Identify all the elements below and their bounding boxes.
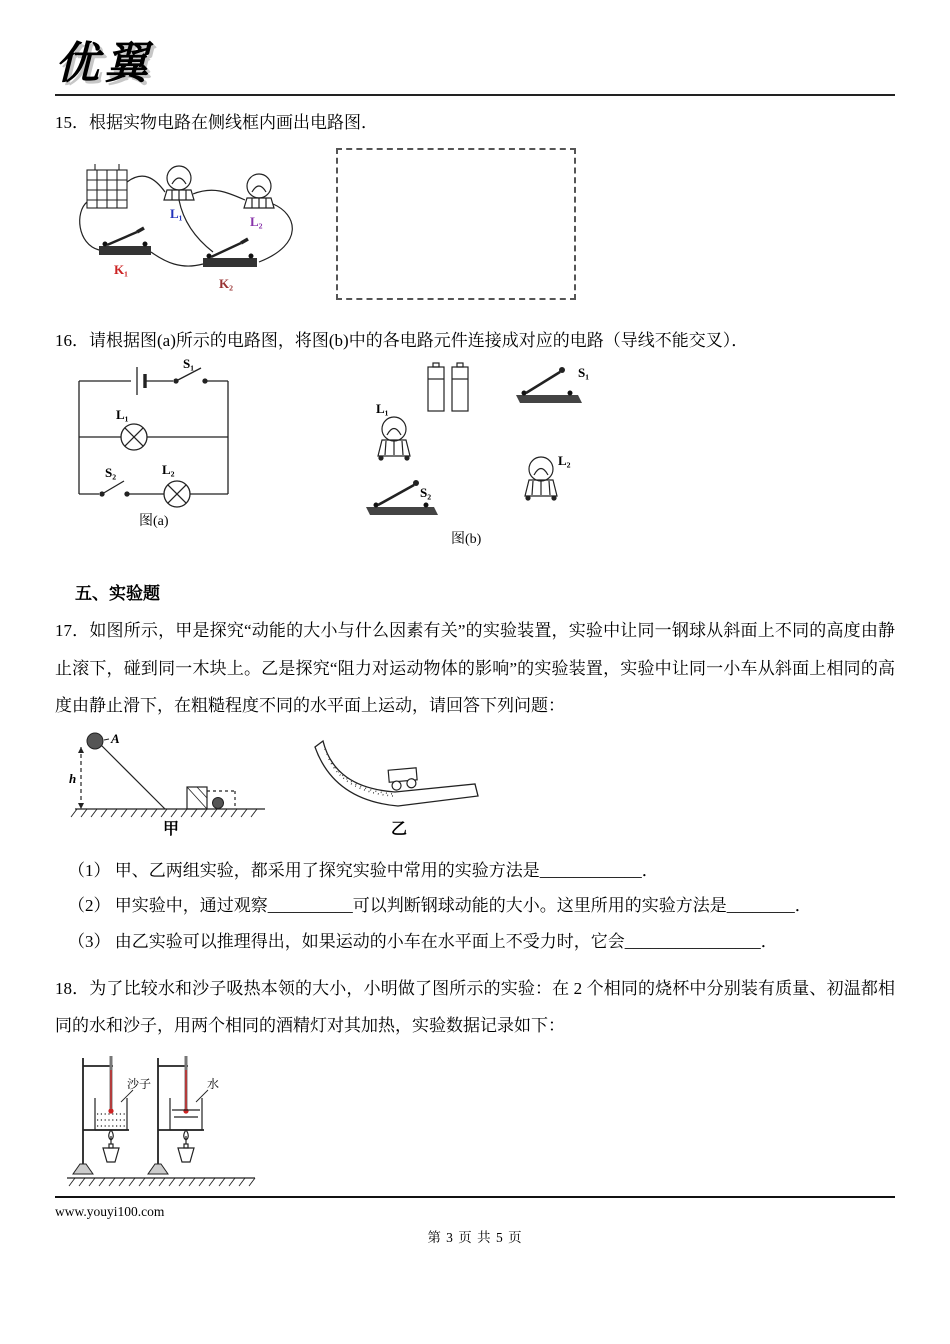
- q16b-label-s1: S₁: [578, 365, 590, 381]
- q17jia-label-h: h: [69, 770, 77, 786]
- question-18: [55, 970, 895, 1194]
- q17yi-cart-icon: [388, 767, 418, 790]
- question-17-figures: [65, 729, 895, 837]
- q15-label-k1: K₁: [114, 261, 129, 277]
- q16a-label-s2: S₂: [105, 465, 117, 481]
- q18-label-sand: 沙子: [127, 1077, 152, 1092]
- question-17-subparts: [55, 853, 895, 960]
- q17jia-label-a: A: [111, 730, 120, 746]
- q15-answer-box: [336, 148, 576, 300]
- q16a-label-l1: L₁: [116, 407, 129, 423]
- question-15-text: 15．根据实物电路在侧线框内画出电路图．: [55, 113, 378, 133]
- q16a-caption: 图(a): [139, 514, 169, 530]
- q17-figure-yi: [303, 729, 488, 837]
- page-header: [55, 40, 895, 96]
- question-17-part-2: （2） 甲实验中，通过观察__________可以判断钢球动能的大小。这里所用的实验方法是________．: [68, 896, 812, 916]
- q16b-label-l2: L₂: [558, 453, 571, 469]
- q15-label-l2: L₂: [250, 213, 263, 229]
- q16b-batteries-icon: [428, 363, 468, 411]
- q15-switch-k2-icon: [203, 239, 257, 267]
- question-17: [55, 612, 895, 959]
- q15-switch-k1-icon: [99, 228, 151, 255]
- q16b-bulb-l1-icon: [378, 417, 410, 460]
- q16b-bulb-l2-icon: [525, 457, 557, 500]
- question-17-part-3: （3） 由乙实验可以推理得出，如果运动的小车在水平面上不受力时，它会________________．: [68, 931, 778, 951]
- q15-bulb-l2-icon: [244, 174, 274, 208]
- youyi-logo: 优翼: [55, 39, 153, 88]
- q18-heating-figure: [61, 1048, 261, 1188]
- q16-schematic-figure-a: [61, 359, 246, 531]
- question-17-part-1: （1） 甲、乙两组实验，都采用了探究实验中常用的实验方法是____________．: [68, 860, 659, 880]
- q16b-label-l1: L₁: [376, 401, 389, 417]
- question-15: [55, 110, 895, 306]
- question-16-figures: [61, 359, 895, 549]
- q15-label-l1: L₁: [170, 205, 183, 221]
- question-16: [55, 328, 895, 550]
- q17jia-ball-pointer: [104, 739, 109, 740]
- question-17-text: 17．如图所示，甲是探究“动能的大小与什么因素有关”的实验装置，实验中让同一钢球从斜面上不同的高度由静止滚下，碰到同一木块上。乙是探究“阻力对运动物体的影响”的实验装置，实验中让同一小车从斜面上相同的高度由静止滑下，在粗糙程度不同的水平面上运动，请回答下列问题：: [55, 621, 895, 716]
- q16-components-figure-b: [356, 359, 596, 549]
- section-5-title: 五、实验题: [75, 584, 160, 604]
- q16a-label-l2: L₂: [162, 462, 175, 478]
- q18-right-stand: [148, 1056, 208, 1174]
- q17jia-ball-icon: [87, 733, 103, 749]
- footer-url: www.youyi100.com: [55, 1204, 165, 1219]
- q16b-caption: 图(b): [451, 532, 482, 548]
- q17-figure-jia: [65, 729, 275, 837]
- question-15-figures: [67, 148, 895, 306]
- q17jia-caption: 甲: [163, 820, 180, 837]
- q16b-switch-s1-icon: [516, 367, 582, 403]
- footer-page-number: 第 3 页 共 5 页: [427, 1230, 523, 1245]
- q15-bulb-l1-icon: [164, 166, 194, 200]
- q17jia-small-ball-icon: [213, 797, 224, 808]
- q17jia-setup: [71, 743, 265, 817]
- q15-real-circuit-figure: [67, 148, 312, 306]
- q15-battery-icon: [87, 164, 127, 208]
- q16b-label-s2: S₂: [420, 485, 432, 501]
- header-divider: [55, 94, 895, 96]
- q15-label-k2: K₂: [219, 275, 234, 291]
- q18-left-stand: [73, 1056, 133, 1174]
- q16a-label-s1: S₁: [183, 359, 195, 372]
- q18-ground: [67, 1178, 255, 1186]
- q16a-circuit: [79, 367, 228, 507]
- q18-label-water: 水: [207, 1077, 220, 1092]
- question-18-text: 18．为了比较水和沙子吸热本领的大小，小明做了图所示的实验：在 2 个相同的烧杯中分别装有质量、初温都相同的水和沙子，用两个相同的酒精灯对其加热，实验数据记录如下：: [55, 978, 895, 1036]
- question-16-text: 16．请根据图(a)所示的电路图，将图(b)中的各电路元件连接成对应的电路（导线不能交叉）．: [55, 330, 749, 350]
- page-footer: [55, 1196, 895, 1246]
- q17yi-caption: 乙: [391, 820, 408, 837]
